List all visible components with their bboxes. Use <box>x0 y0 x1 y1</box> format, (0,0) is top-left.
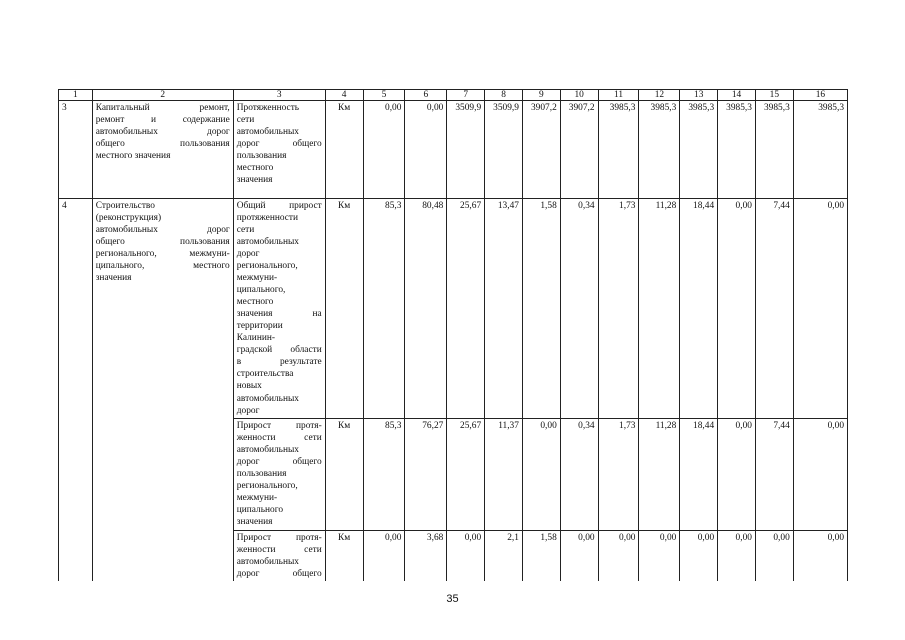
value-cell: 0,00 <box>522 419 560 531</box>
column-number-cell: 2 <box>92 90 233 101</box>
column-number-row <box>59 90 848 101</box>
indicator-line: строительства <box>236 369 294 380</box>
value-cell: 7,44 <box>755 199 793 419</box>
indicator-line: дорог <box>236 405 260 416</box>
unit-cell: Км <box>325 199 363 419</box>
column-number-cell: 4 <box>325 90 363 101</box>
indicator-line: пользования <box>236 469 287 480</box>
column-number-cell: 12 <box>639 90 680 101</box>
value-cell: 76,27 <box>405 419 447 531</box>
column-number-cell: 11 <box>598 90 639 101</box>
value-cell: 80,48 <box>405 199 447 419</box>
indicator-cell <box>233 531 325 582</box>
value-cell: 0,00 <box>755 531 793 582</box>
value-cell: 0,34 <box>560 419 598 531</box>
indicator-cell <box>233 101 325 199</box>
unit-cell: Км <box>325 101 363 199</box>
measure-name-line: (реконструкция) <box>95 213 162 224</box>
indicator-line: женности сети <box>236 433 322 444</box>
indicator-line: Прирост протя- <box>236 533 322 543</box>
value-cell: 25,67 <box>447 419 485 531</box>
indicator-line: значения <box>236 517 273 528</box>
indicator-line: Калинин- <box>236 333 275 344</box>
indicator-line: ципального <box>236 505 284 516</box>
value-cell: 0,00 <box>793 531 847 582</box>
unit-cell: Км <box>325 531 363 582</box>
measure-name-line: значения <box>95 273 132 284</box>
indicator-line: дорог общего <box>236 457 322 468</box>
value-cell: 0,00 <box>718 531 756 582</box>
indicator-line: автомобильных <box>236 557 299 568</box>
indicator-line: дорог общего <box>236 569 322 580</box>
value-cell: 0,00 <box>793 419 847 531</box>
indicator-line: межмуни- <box>236 493 278 504</box>
value-cell: 3985,3 <box>718 101 756 199</box>
indicator-line: новых <box>236 381 262 392</box>
value-cell: 7,44 <box>755 419 793 531</box>
column-number-cell: 10 <box>560 90 598 101</box>
value-cell: 1,73 <box>598 419 639 531</box>
value-cell: 0,00 <box>363 531 405 582</box>
measure-name-line: Капитальный ремонт, <box>95 103 230 113</box>
indicator-line: дорог <box>236 249 260 260</box>
measure-name-line: автомобильных дорог <box>95 225 230 236</box>
indicator-line: Общий прирост <box>236 201 322 211</box>
indicator-line: градской области <box>236 345 322 356</box>
value-cell: 0,00 <box>598 531 639 582</box>
indicators-table <box>58 89 848 581</box>
column-number-cell: 5 <box>363 90 405 101</box>
value-cell: 1,58 <box>522 531 560 582</box>
indicator-line: местного <box>236 297 274 308</box>
column-number-cell: 7 <box>447 90 485 101</box>
value-cell: 0,00 <box>405 101 447 199</box>
measure-name-line: ципального, местного <box>95 261 230 272</box>
indicator-line: территории <box>236 321 283 332</box>
value-cell: 1,73 <box>598 199 639 419</box>
value-cell: 18,44 <box>680 199 718 419</box>
page-number: 35 <box>446 593 459 605</box>
indicator-line: регионального, <box>236 481 298 492</box>
column-number-cell: 6 <box>405 90 447 101</box>
column-number-cell: 16 <box>793 90 847 101</box>
value-cell: 0,34 <box>560 199 598 419</box>
indicator-line: сети <box>236 115 255 126</box>
indicator-line: протяженности <box>236 213 299 224</box>
indicator-line: Прирост протя- <box>236 421 322 431</box>
column-number-cell: 14 <box>718 90 756 101</box>
table-body <box>59 90 848 582</box>
indicator-line: автомобильных <box>236 237 299 248</box>
indicator-line: автомобильных <box>236 445 299 456</box>
value-cell: 85,3 <box>363 199 405 419</box>
measure-name-cell <box>92 101 233 199</box>
column-number-cell: 8 <box>485 90 523 101</box>
measure-name-cell <box>92 199 233 582</box>
unit-cell: Км <box>325 419 363 531</box>
indicator-cell <box>233 419 325 531</box>
value-cell: 0,00 <box>363 101 405 199</box>
value-cell: 3985,3 <box>793 101 847 199</box>
indicator-line: регионального, <box>236 261 298 272</box>
measure-name-line: автомобильных дорог <box>95 127 230 138</box>
table-row <box>59 199 848 419</box>
value-cell: 3509,9 <box>485 101 523 199</box>
value-cell: 25,67 <box>447 199 485 419</box>
value-cell: 2,1 <box>485 531 523 582</box>
column-number-cell: 1 <box>59 90 93 101</box>
value-cell: 3907,2 <box>560 101 598 199</box>
indicator-line: ципального, <box>236 285 286 296</box>
indicator-cell <box>233 199 325 419</box>
value-cell: 3985,3 <box>639 101 680 199</box>
indicator-line: местного <box>236 163 274 174</box>
indicator-line: межмуни- <box>236 273 278 284</box>
column-number-cell: 9 <box>522 90 560 101</box>
value-cell: 3985,3 <box>755 101 793 199</box>
value-cell: 0,00 <box>639 531 680 582</box>
indicator-line: автомобильных <box>236 393 299 404</box>
value-cell: 11,28 <box>639 199 680 419</box>
value-cell: 3,68 <box>405 531 447 582</box>
indicator-line: Протяженность <box>236 103 300 113</box>
value-cell: 0,00 <box>793 199 847 419</box>
indicator-line: в результате <box>236 357 322 368</box>
measure-name-line: общего пользования <box>95 237 230 248</box>
indicator-line: значения на <box>236 309 322 320</box>
measure-name-line: общего пользования <box>95 139 230 150</box>
value-cell: 3985,3 <box>598 101 639 199</box>
measure-name-line: местного значения <box>95 151 171 162</box>
value-cell: 0,00 <box>718 199 756 419</box>
column-number-cell: 13 <box>680 90 718 101</box>
value-cell: 3509,9 <box>447 101 485 199</box>
value-cell: 0,00 <box>680 531 718 582</box>
value-cell: 11,28 <box>639 419 680 531</box>
indicator-line: дорог общего <box>236 139 322 150</box>
value-cell: 0,00 <box>560 531 598 582</box>
row-number-cell: 4 <box>59 199 93 582</box>
value-cell: 3985,3 <box>680 101 718 199</box>
measure-name-line: ремонт и содержание <box>95 115 230 126</box>
value-cell: 13,47 <box>485 199 523 419</box>
value-cell: 3907,2 <box>522 101 560 199</box>
value-cell: 18,44 <box>680 419 718 531</box>
table-row <box>59 101 848 199</box>
indicator-line: значения <box>236 175 273 186</box>
value-cell: 1,58 <box>522 199 560 419</box>
measure-name-line: регионального, межмуни- <box>95 249 230 260</box>
indicator-line: автомобильных <box>236 127 299 138</box>
column-number-cell: 15 <box>755 90 793 101</box>
value-cell: 11,37 <box>485 419 523 531</box>
indicator-line: сети <box>236 225 255 236</box>
value-cell: 85,3 <box>363 419 405 531</box>
row-number-cell: 3 <box>59 101 93 199</box>
column-number-cell: 3 <box>233 90 325 101</box>
measure-name-line: Строительство <box>95 201 155 211</box>
value-cell: 0,00 <box>718 419 756 531</box>
indicator-line: женности сети <box>236 545 322 556</box>
indicator-line: пользования <box>236 151 287 162</box>
value-cell: 0,00 <box>447 531 485 582</box>
